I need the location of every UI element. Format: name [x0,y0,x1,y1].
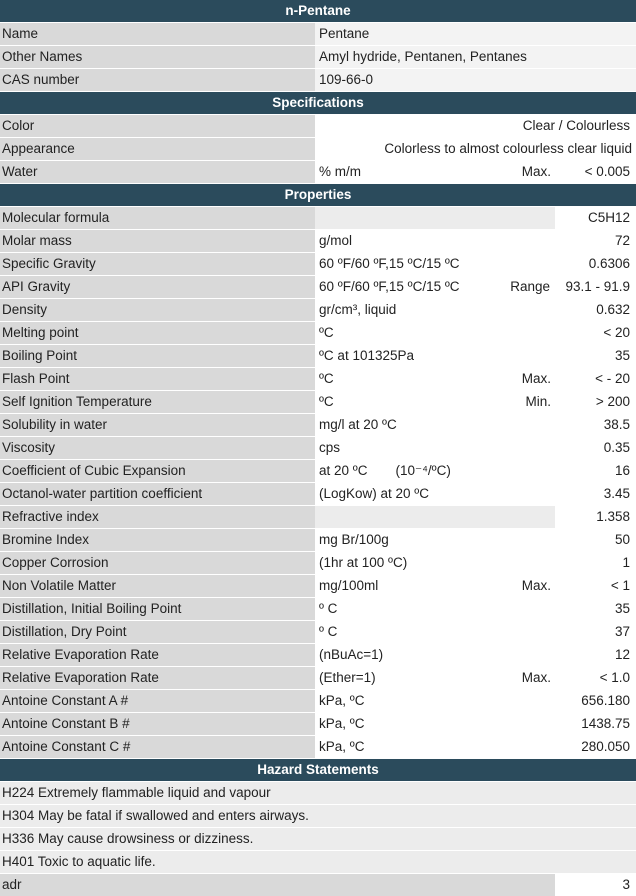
row-value: Colorless to almost colourless clear liquid [315,138,636,160]
row-label: Relative Evaporation Rate [0,667,315,689]
qualifier: Max. [521,670,551,685]
row-label: Flash Point [0,368,315,390]
page-title: n-Pentane [0,0,636,23]
row-unit [315,575,555,597]
table-row [0,322,636,345]
table-row [0,460,636,483]
row-label: Copper Corrosion [0,552,315,574]
row-unit [315,161,555,183]
row-value: 0.632 [555,299,636,321]
row-value: < 1.0 [555,667,636,689]
table-row [0,345,636,368]
row-value: 35 [555,598,636,620]
table-row [0,736,636,759]
row-unit [315,644,555,666]
unit-text: ºC at 101325Pa [319,348,415,363]
row-label: Density [0,299,315,321]
row-value: 38.5 [555,414,636,436]
unit-text: kPa, ºC [319,716,365,731]
row-value: 35 [555,345,636,367]
row-value: 109-66-0 [315,69,636,91]
row-label: Relative Evaporation Rate [0,644,315,666]
specifications-section [0,115,636,184]
unit-text: mg/l at 20 ºC [319,417,397,432]
table-row [0,575,636,598]
unit-text: cps [319,440,341,455]
row-label: Distillation, Initial Boiling Point [0,598,315,620]
row-value: 0.6306 [555,253,636,275]
row-value: Clear / Colourless [315,115,636,137]
unit-text: 60 ºF/60 ºF,15 ºC/15 ºC [319,256,460,271]
table-row [0,46,636,69]
row-value: 12 [555,644,636,666]
identity-section [0,23,636,92]
table-row [0,414,636,437]
unit-text: at 20 ºC [319,463,368,478]
table-row [0,529,636,552]
row-value: 72 [555,230,636,252]
table-row [0,391,636,414]
hazard-section [0,782,636,874]
unit-text: ºC [319,325,334,340]
row-label: Color [0,115,315,137]
row-value: < 1 [555,575,636,597]
table-row [0,161,636,184]
unit-text: (Ether=1) [319,670,376,685]
table-row [0,207,636,230]
table-row [0,598,636,621]
table-row [0,437,636,460]
row-label: Bromine Index [0,529,315,551]
row-label: Viscosity [0,437,315,459]
properties-section [0,207,636,759]
row-unit [315,483,555,505]
row-label: Antoine Constant C # [0,736,315,758]
table-row [0,253,636,276]
row-unit [315,506,555,528]
hazard-header: Hazard Statements [0,759,636,782]
specifications-header: Specifications [0,92,636,115]
unit-text: kPa, ºC [319,693,365,708]
table-row [0,713,636,736]
row-value: 0.35 [555,437,636,459]
row-value: Pentane [315,23,636,45]
unit-text: mg/100ml [319,578,379,593]
hazard-statement: H401 Toxic to aquatic life. [0,851,636,874]
row-label: Molar mass [0,230,315,252]
row-value: < - 20 [555,368,636,390]
row-value: < 20 [555,322,636,344]
hazard-statement: H224 Extremely flammable liquid and vapour [0,782,636,805]
row-value: < 0.005 [555,161,636,183]
unit-text: (1hr at 100 ºC) [319,555,408,570]
row-unit [315,230,555,252]
row-unit [315,736,555,758]
unit-text: ºC [319,394,334,409]
qualifier: Min. [525,394,551,409]
row-unit [315,345,555,367]
row-value: > 200 [555,391,636,413]
table-row [0,69,636,92]
row-value: 37 [555,621,636,643]
table-row [0,368,636,391]
row-unit [315,552,555,574]
qualifier: Max. [521,371,551,386]
row-unit [315,621,555,643]
row-unit [315,391,555,413]
table-row [0,299,636,322]
row-label: Distillation, Dry Point [0,621,315,643]
unit-text: ºC [319,371,334,386]
row-label: Name [0,23,315,45]
row-unit [315,207,555,229]
table-row [0,552,636,575]
row-label: CAS number [0,69,315,91]
row-value: 16 [555,460,636,482]
row-label: Water [0,161,315,183]
row-unit [315,529,555,551]
row-unit [315,690,555,712]
hazard-statement: H336 May cause drowsiness or dizziness. [0,828,636,851]
table-row [0,230,636,253]
row-value: 50 [555,529,636,551]
row-label: Boiling Point [0,345,315,367]
properties-header: Properties [0,184,636,207]
unit-text: 60 ºF/60 ºF,15 ºC/15 ºC [319,279,460,294]
unit-text: º C [319,601,338,616]
unit-text: º C [319,624,338,639]
row-unit [315,437,555,459]
row-value: 280.050 [555,736,636,758]
row-value: 1438.75 [555,713,636,735]
adr-label: adr [0,874,555,896]
row-value: 1.358 [555,506,636,528]
adr-value: 3 [555,874,636,896]
row-unit [315,253,555,275]
unit-text: (nBuAc=1) [319,647,384,662]
row-value: 93.1 - 91.9 [555,276,636,298]
table-row [0,276,636,299]
table-row [0,138,636,161]
row-label: Antoine Constant B # [0,713,315,735]
row-label: Refractive index [0,506,315,528]
row-label: Self Ignition Temperature [0,391,315,413]
row-label: Appearance [0,138,315,160]
row-unit [315,414,555,436]
adr-row [0,874,636,896]
row-label: API Gravity [0,276,315,298]
table-row [0,483,636,506]
row-unit [315,299,555,321]
row-label: Non Volatile Matter [0,575,315,597]
table-row [0,621,636,644]
qualifier: Max. [521,578,551,593]
table-row [0,23,636,46]
row-unit [315,368,555,390]
row-label: Specific Gravity [0,253,315,275]
row-value: 656.180 [555,690,636,712]
row-label: Coefficient of Cubic Expansion [0,460,315,482]
row-value: 1 [555,552,636,574]
row-unit [315,713,555,735]
unit-note: (10⁻⁴/ºC) [395,463,451,478]
row-label: Molecular formula [0,207,315,229]
qualifier: Range [510,279,550,294]
row-label: Antoine Constant A # [0,690,315,712]
row-label: Octanol-water partition coefficient [0,483,315,505]
row-value: 3.45 [555,483,636,505]
table-row [0,506,636,529]
unit-text: g/mol [319,233,353,248]
unit-text: gr/cm³, liquid [319,302,397,317]
row-unit [315,322,555,344]
table-row [0,644,636,667]
row-label: Melting point [0,322,315,344]
row-unit [315,667,555,689]
hazard-statement: H304 May be fatal if swallowed and enters airways. [0,805,636,828]
row-unit [315,276,555,298]
unit-text: kPa, ºC [319,739,365,754]
row-unit [315,598,555,620]
row-label: Other Names [0,46,315,68]
qualifier: Max. [521,164,551,179]
unit-text: (LogKow) at 20 ºC [319,486,429,501]
row-value: Amyl hydride, Pentanen, Pentanes [315,46,636,68]
row-label: Solubility in water [0,414,315,436]
table-row [0,667,636,690]
row-unit [315,460,555,482]
row-value: C5H12 [555,207,636,229]
table-row [0,115,636,138]
unit-text: % m/m [319,164,361,179]
unit-text: mg Br/100g [319,532,389,547]
table-row [0,690,636,713]
